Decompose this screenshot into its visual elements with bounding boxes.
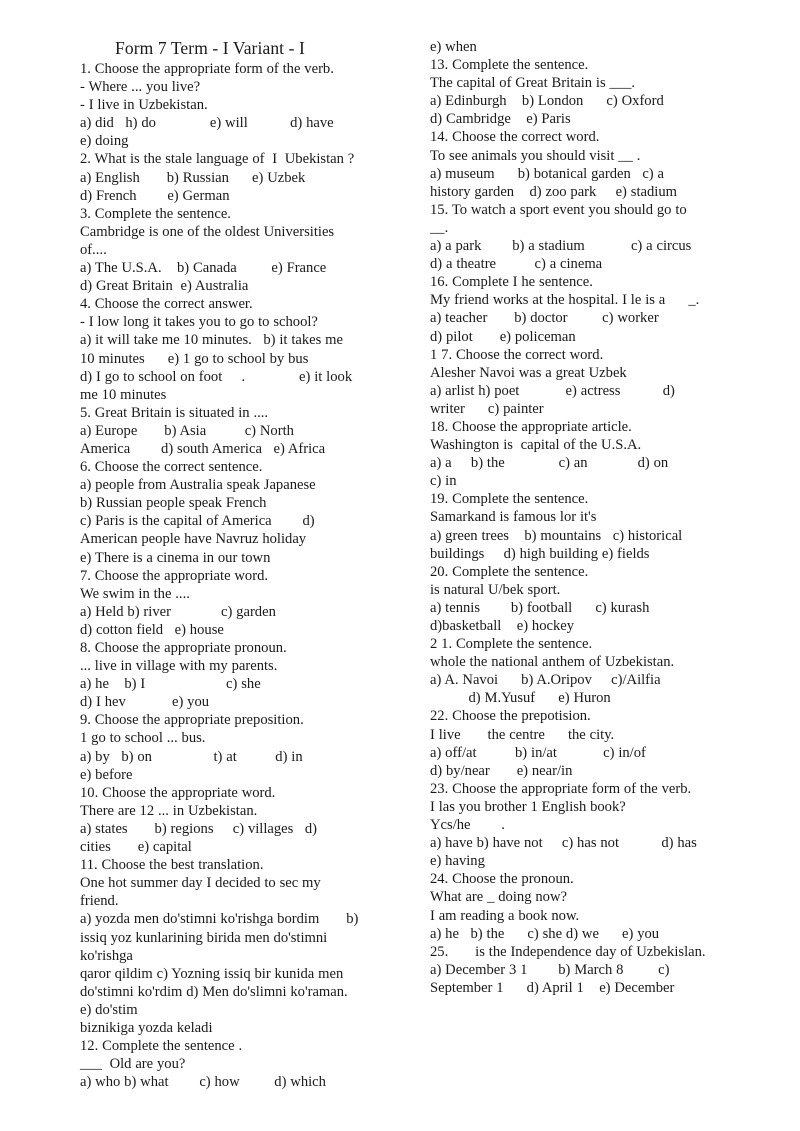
page-title: Form 7 Term - I Variant - I [115,38,305,58]
text-line: 10. Choose the appropriate word. [80,784,276,801]
text-line: 20. Complete the sentence. [430,563,589,580]
text-line: 1 7. Choose the correct word. [430,346,604,363]
text-line: a) green trees b) mountains c) historical [430,527,683,544]
text-line: 3. Complete the sentence. [80,205,231,222]
text-line: e) when [430,39,477,55]
text-line: qaror qildim c) Yozning issiq bir kunida men [80,965,344,982]
text-line: a) people from Australia speak Japanese [80,477,316,494]
text-line: d) French e) German [80,187,230,204]
text-line: writer c) painter [430,400,544,417]
text-line: 24. Choose the pronoun. [430,871,574,888]
text-line: d)basketball e) hockey [430,618,575,634]
text-line: 6. Choose the correct sentence. [80,459,263,476]
text-line: To see animals you should visit __ . [430,147,641,164]
text-line: me 10 minutes [80,386,167,403]
text-line: 2 1. Complete the sentence. [430,636,593,653]
text-line: a) December 3 1 b) March 8 c) [430,961,670,978]
text-line: friend. [80,893,119,910]
text-line: history garden d) zoo park e) stadium [430,183,677,200]
text-line: of.... [80,241,107,258]
text-line: Washington is capital of the U.S.A. [430,437,642,454]
text-line: 2. What is the stale language of I Ubekistan ? [80,151,355,168]
text-line: d) cotton field e) house [80,621,224,638]
text-line: d) a theatre c) a cinema [430,256,603,273]
text-line: a) teacher b) doctor c) worker [430,310,659,327]
text-line: b) Russian people speak French [80,495,267,512]
text-line: a) arlist h) poet e) actress d) [430,382,675,399]
text-line: e) doing [80,133,129,150]
text-line: 22. Choose the prepotision. [430,708,591,725]
text-line: 15. To watch a sport event you should go to [430,201,687,218]
text-line: e) do'stim [80,1001,138,1018]
text-line: a) he b) I c) she [80,676,261,693]
text-line: biznikiga yozda keladi [80,1019,213,1036]
text-line: Samarkand is famous lor it's [430,509,597,526]
text-line: 14. Choose the correct word. [430,129,600,146]
text-line: a) yozda men do'stimni ko'rishga bordim b) [80,911,359,928]
text-line: a) Held b) river c) garden [80,603,276,620]
text-line: a) a park b) a stadium c) a circus [430,238,692,255]
text-line: 1. Choose the appropriate form of the verb. [80,61,334,77]
text-line: is natural U/bek sport. [430,581,561,598]
text-line: We swim in the .... [80,585,190,602]
text-line: a) Europe b) Asia c) North [80,422,294,439]
text-line: 5. Great Britain is situated in .... [80,404,269,421]
text-line: whole the national anthem of Uzbekistan. [430,654,675,671]
text-line: issiq yoz kunlarining birida men do'stimni [80,929,328,946]
text-line: ___ Old are you? [80,1056,186,1073]
text-line: cities e) capital [80,839,192,856]
text-line: e) There is a cinema in our town [80,549,271,566]
text-line: a) The U.S.A. b) Canada e) France [80,260,327,277]
text-line: a) a b) the c) an d) on [430,455,669,472]
text-line: Alesher Navoi was a great Uzbek [430,364,627,381]
text-line: 13. Complete the sentence. [430,57,589,74]
text-line: The capital of Great Britain is ___. [430,75,636,92]
text-line: do'stimni ko'rdim d) Men do'slimni ko'raman. [80,983,348,1000]
text-line: What are _ doing now? [430,889,567,906]
text-line: 9. Choose the appropriate preposition. [80,712,304,729]
text-line: 11. Choose the best translation. [80,857,264,874]
text-line: One hot summer day I decided to sec my [80,875,321,892]
text-line: American people have Navruz holiday [80,531,307,548]
text-line: d) I hev e) you [80,694,210,711]
text-line: d) Great Britain e) Australia [80,278,249,295]
text-line: a) did h) do e) will d) have [80,115,334,132]
text-line: - Where ... you live? [80,79,201,96]
text-line: a) English b) Russian e) Uzbek [80,169,306,186]
text-line: a) tennis b) football c) kurash [430,599,650,616]
text-line: d) by/near e) near/in [430,762,573,779]
text-line: 1 go to school ... bus. [80,730,206,747]
text-line: a) off/at b) in/at c) in/of [430,744,646,761]
text-line: September 1 d) April 1 e) December [430,979,675,996]
text-line: e) before [80,766,133,783]
text-line: Ycs/he . [430,817,505,834]
text-line: a) he b) the c) she d) we e) you [430,925,660,942]
text-line: 7. Choose the appropriate word. [80,567,269,584]
text-line: - I live in Uzbekistan. [80,97,208,114]
text-line: ... live in village with my parents. [80,658,278,675]
text-line: Cambridge is one of the oldest Universities [80,223,335,240]
text-line: 4. Choose the correct answer. [80,296,253,313]
text-line: e) having [430,853,485,870]
text-line: 19. Complete the sentence. [430,491,589,508]
text-line: d) M.Yusuf e) Huron [430,690,611,707]
text-line: a) it will take me 10 minutes. b) it takes me [80,332,343,349]
text-line: I live the centre the city. [430,726,615,743]
text-line: My friend works at the hospital. I le is a _. [430,292,700,309]
left-text-column [80,60,410,1091]
text-line: 8. Choose the appropriate pronoun. [80,640,287,656]
text-line: a) have b) have not c) has not d) has [430,835,697,852]
text-line: ko'rishga [80,947,133,964]
text-line: __. [430,219,449,236]
text-line: a) states b) regions c) villages d) [80,820,318,837]
text-line: 16. Complete I he sentence. [430,274,593,291]
text-line: d) I go to school on foot . e) it look [80,368,353,385]
text-line: There are 12 ... in Uzbekistan. [80,802,258,819]
text-line: d) pilot e) policeman [430,328,576,345]
text-line: 25. is the Independence day of Uzbekislan. [430,943,706,960]
text-line: - I low long it takes you to go to school? [80,314,318,331]
text-line: a) by b) on t) at d) in [80,748,303,765]
right-text-column [430,38,770,997]
text-line: I las you brother 1 English book? [430,798,626,815]
text-line: 23. Choose the appropriate form of the verb. [430,780,692,797]
text-line: 12. Complete the sentence . [80,1038,243,1055]
text-line: 18. Choose the appropriate article. [430,418,632,435]
text-line: a) who b) what c) how d) which [80,1074,326,1091]
text-line: d) Cambridge e) Paris [430,111,571,128]
text-line: I am reading a book now. [430,907,580,924]
text-line: 10 minutes e) 1 go to school by bus [80,350,309,367]
text-line: a) A. Navoi b) A.Oripov c)/Ailfia [430,672,661,689]
text-line: a) Edinburgh b) London c) Oxford [430,93,664,110]
text-line: c) in [430,473,457,490]
text-line: buildings d) high building e) fields [430,545,650,562]
text-line: America d) south America e) Africa [80,440,326,457]
text-line: a) museum b) botanical garden c) a [430,165,664,182]
text-line: c) Paris is the capital of America d) [80,513,315,530]
